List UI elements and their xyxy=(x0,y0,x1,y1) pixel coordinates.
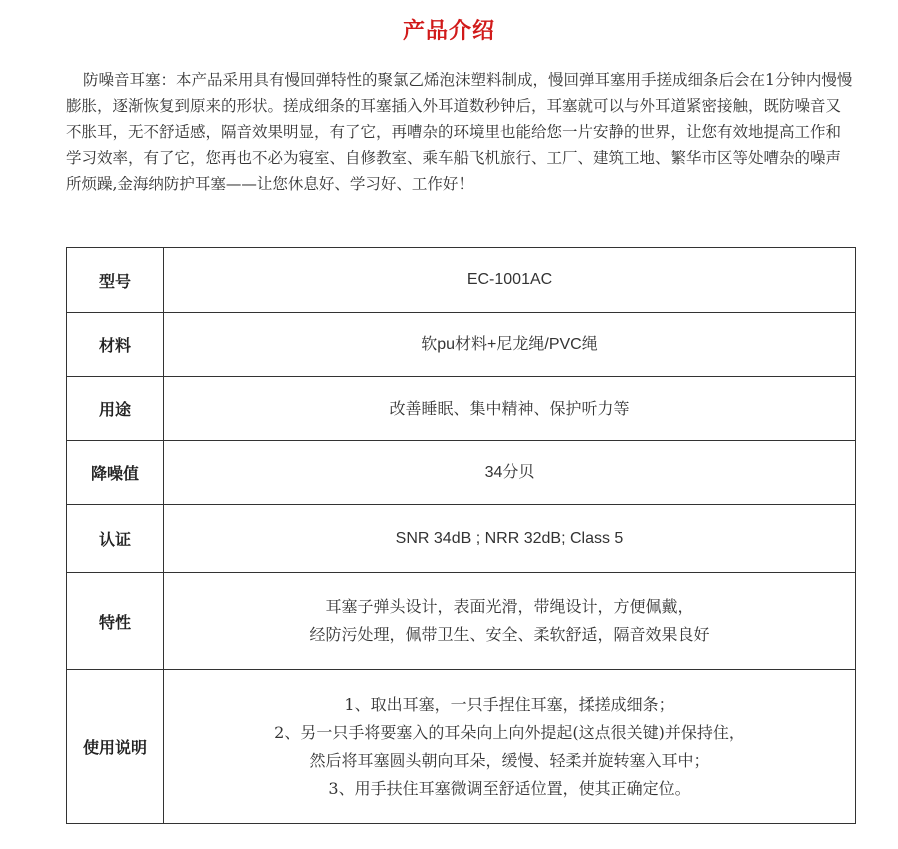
spec-value-features xyxy=(164,573,856,670)
spec-value-certification xyxy=(164,505,856,573)
spec-value-line: 1、取出耳塞，一只手捏住耳塞，揉搓成细条； xyxy=(344,694,675,714)
spec-value-line: 34分贝 xyxy=(484,463,535,481)
spec-value-noise-reduction xyxy=(164,441,856,505)
spec-value-line: 经防污处理，佩带卫生、安全、柔软舒适，隔音效果良好 xyxy=(309,625,710,644)
spec-key-certification: 认证 xyxy=(67,505,164,573)
spec-value-material xyxy=(164,313,856,377)
spec-value-line: EC-1001AC xyxy=(466,271,553,288)
spec-key-instructions: 使用说明 xyxy=(67,670,164,824)
spec-key-usage: 用途 xyxy=(67,377,164,441)
table-row xyxy=(67,670,856,824)
spec-value-line: 软pu材料+尼龙绳/PVC绳 xyxy=(421,335,598,353)
spec-value-usage xyxy=(164,377,856,441)
table-row xyxy=(67,377,856,441)
table-row xyxy=(67,248,856,313)
spec-value-line: SNR 34dB ; NRR 32dB; Class 5 xyxy=(395,529,624,547)
spec-value-line: 3、用手扶住耳塞微调至舒适位置，使其正确定位。 xyxy=(328,778,691,798)
spec-value-line: 然后将耳塞圆头朝向耳朵，缓慢、轻柔并旋转塞入耳中； xyxy=(309,750,710,770)
product-intro: 防噪音耳塞：本产品采用具有慢回弹特性的聚氯乙烯泡沫塑料制成，慢回弹耳塞用手搓成细条后会在1分钟内慢慢膨胀，逐渐恢复到原来的形状。搓成细条的耳塞插入外耳道数秒钟后，耳塞就可以与外耳道紧密接触，既防噪音又不胀耳，无不舒适感，隔音效果明显，有了它，再嘈杂的环境里也能给您一片安静的世界，让您有效地提高工作和学习效率，有了它，您再也不必为寝室、自修教室、乘车船飞机旅行、工厂、建筑工地、繁华市区等处嘈杂的噪声所烦躁,金海纳防护耳塞——让您休息好、学习好、工作好！ xyxy=(66,71,853,193)
spec-value-model xyxy=(164,248,856,313)
spec-value-line: 2、另一只手将要塞入的耳朵向上向外提起(这点很关键)并保持住， xyxy=(274,722,745,742)
table-row xyxy=(67,313,856,377)
spec-value-line: 改善睡眠、集中精神、保护听力等 xyxy=(389,398,630,418)
page-title: 产品介绍 xyxy=(402,18,495,44)
spec-key-features: 特性 xyxy=(67,573,164,670)
spec-key-model: 型号 xyxy=(67,248,164,313)
spec-table xyxy=(66,247,856,824)
spec-key-noise-reduction: 降噪值 xyxy=(67,441,164,505)
table-row xyxy=(67,573,856,670)
spec-value-line: 耳塞子弹头设计，表面光滑，带绳设计，方便佩戴， xyxy=(325,597,694,616)
spec-value-instructions xyxy=(164,670,856,824)
table-row xyxy=(67,441,856,505)
spec-key-material: 材料 xyxy=(67,313,164,377)
table-row xyxy=(67,505,856,573)
